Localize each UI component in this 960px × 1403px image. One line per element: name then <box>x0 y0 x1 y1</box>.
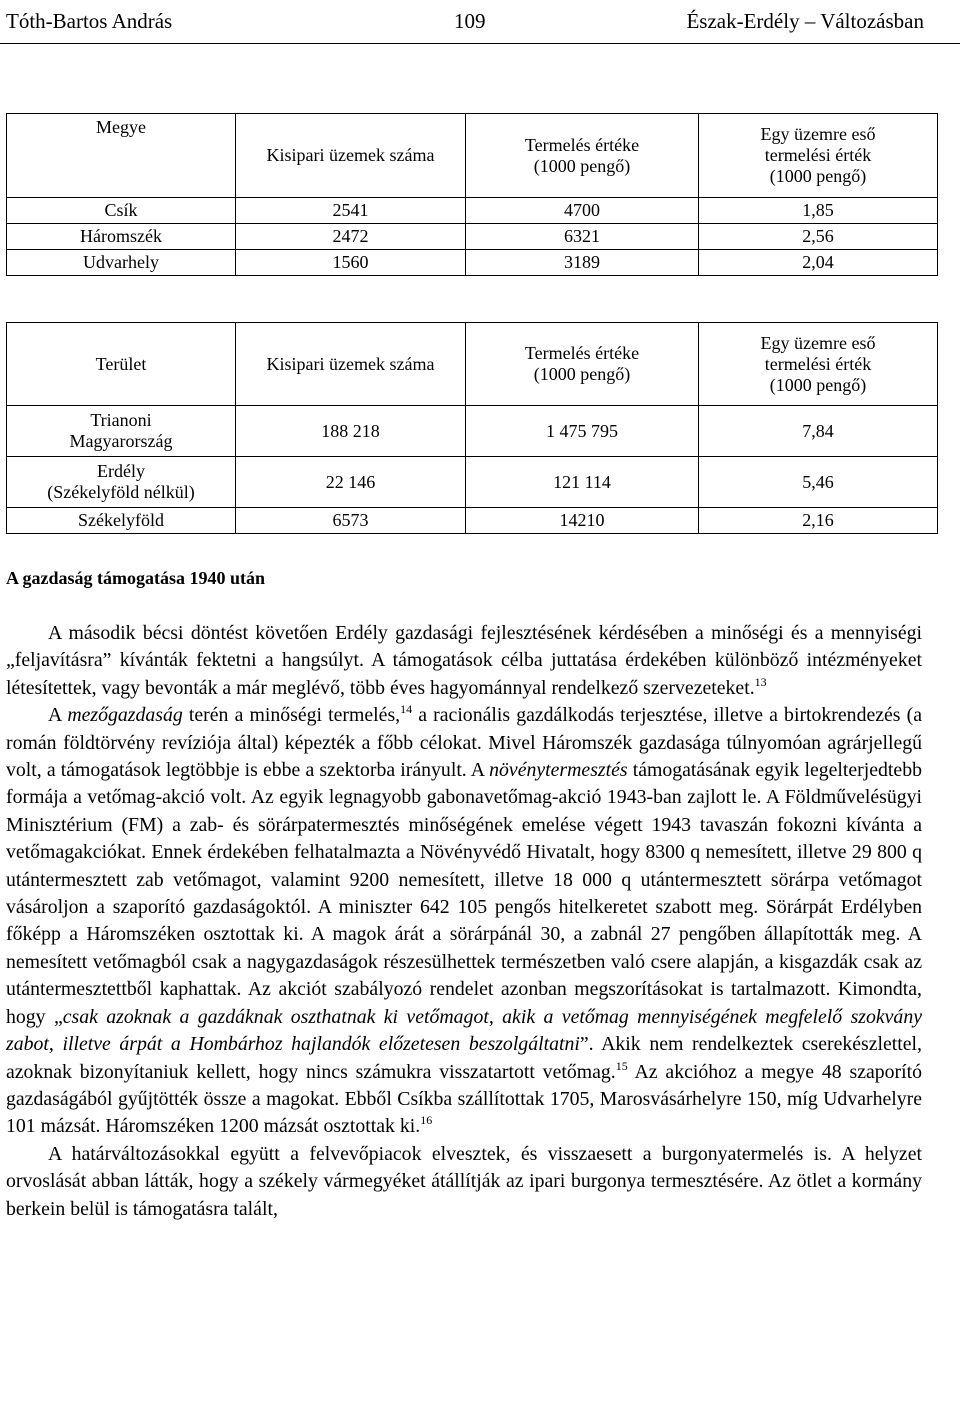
table-cell: 188 218 <box>236 406 466 457</box>
column-header: Kisipari üzemek száma <box>236 323 466 406</box>
table-cell: 6573 <box>236 508 466 534</box>
paragraph <box>6 702 922 1141</box>
table-cell: 2,04 <box>699 250 938 276</box>
table-row <box>7 457 938 508</box>
text-run: A <box>48 704 68 727</box>
table-header-row <box>7 323 938 406</box>
column-header: Termelés értéke (1000 pengő) <box>466 114 699 198</box>
footnote-ref: 16 <box>420 1113 433 1128</box>
table-cell: 7,84 <box>699 406 938 457</box>
table-row <box>7 198 938 224</box>
italic-term: növénytermesztés <box>489 759 628 782</box>
footnote-ref: 15 <box>615 1058 628 1073</box>
table-row <box>7 406 938 457</box>
body-text <box>6 620 922 1223</box>
table-cell: 22 146 <box>236 457 466 508</box>
footnote-ref: 13 <box>754 674 767 689</box>
paragraph <box>6 620 922 702</box>
table-cell: 6321 <box>466 224 699 250</box>
italic-term: mezőgazdaság <box>67 704 183 727</box>
table-region-workshops <box>6 322 938 534</box>
section-title: A gazdaság támogatása 1940 után <box>6 568 266 588</box>
table-cell: 1560 <box>236 250 466 276</box>
table-county-workshops <box>6 113 938 276</box>
table-header-row <box>7 114 938 198</box>
table-cell: 1 475 795 <box>466 406 699 457</box>
table-cell: 14210 <box>466 508 699 534</box>
column-header: Egy üzemre eső termelési érték (1000 pengő) <box>699 323 938 406</box>
table-cell: 1,85 <box>699 198 938 224</box>
table-cell: 121 114 <box>466 457 699 508</box>
table-cell: Udvarhely <box>7 250 236 276</box>
text-run: támogatásának egyik legelterjedtebb formája a vetőmag-akció volt. Az egyik legnagyobb gabonavetőmag-akció 1943-ban zajlott le. A Földművelésügyi Minisztérium (FM) a zab- és sörárpatermesztés minőségének emelése végett 1943 tavaszán fokozni kívánta a vetőmagakciókat. Ennek érdekében felhatalmazta a Növényvédő Hivatalt, hogy 8300 q nemesített, illetve 29 800 q utántermesztett zab vetőmagot, valamint 9200 nemesített, illetve 18 000 q utántermesztett sörárpa vetőmagot vásároljon a szaporító gazdaságoktól. A miniszter 642 105 pengős hitelkeretet szabott meg. Sörárpát Erdélyben főképp a Háromszéken osztottak ki. A magok árát a sörárpánál 30, a zabnál 27 pengőben állapították meg. A nemesített vetőmagból csak a nagygazdaságok részesülhettek természetben való csere alapján, a kisgazdák csak az utántermesztettből kaphattak. Az akciót szabályozó rendelet azonban megszorításokat is tartalmazott. Kimondta, hogy „ <box>6 759 922 1028</box>
table-cell: Háromszék <box>7 224 236 250</box>
table-cell: 4700 <box>466 198 699 224</box>
column-header: Megye <box>7 114 236 198</box>
paragraph: A határváltozásokkal együtt a felvevőpiacok elvesztek, és visszaesett a burgonyatermelés is. A helyzet orvoslását abban látták, hogy a székely vármegyéket átállítják az ipari burgonya termesztésére. Az ötlet a kormány berkein belül is támogatásra talált, <box>6 1142 922 1220</box>
table-cell: Erdély (Székelyföld nélkül) <box>7 457 236 508</box>
table-cell: Székelyföld <box>7 508 236 534</box>
table-cell: Trianoni Magyarország <box>7 406 236 457</box>
table-cell: 2,16 <box>699 508 938 534</box>
text-run: A második bécsi döntést követően Erdély gazdasági fejlesztésének kérdésében a minőségi és a mennyiségi „feljavításra” kívánták fektetni a hangsúlyt. A támogatások célba juttatása érdekében különböző intézményeket létesítettek, vagy bevonták a már meglévő, több éves hagyománnyal rendelkező szervezeteket. <box>6 622 922 699</box>
table-row <box>7 224 938 250</box>
text-run: ”. Akik nem rendelkeztek cserekészlettel, azoknak bizonyítaniuk kellett, hogy nincs számukra visszatartott vetőmag. <box>6 1033 922 1083</box>
table-row <box>7 250 938 276</box>
table-cell: 2,56 <box>699 224 938 250</box>
table-cell: 5,46 <box>699 457 938 508</box>
column-header: Kisipari üzemek száma <box>236 114 466 198</box>
column-header: Termelés értéke (1000 pengő) <box>466 323 699 406</box>
text-run: terén a minőségi termelés, <box>182 704 401 727</box>
table-cell: Csík <box>7 198 236 224</box>
text-run: a racionális gazdálkodás terjesztése, illetve a birtokrendezés (a román földtörvény revíziója által) képezték a főbb célokat. Mivel Háromszék gazdasága túlnyomóan agrárjellegű volt, a támogatások legtöbbje is ebbe a szektorba irányult. A <box>6 704 923 782</box>
table-cell: 2472 <box>236 224 466 250</box>
header-title: Észak-Erdély – Változásban <box>686 9 924 33</box>
table-row <box>7 508 938 534</box>
page-header <box>0 0 960 44</box>
header-author: Tóth-Bartos András <box>6 9 173 33</box>
italic-quote: csak azoknak a gazdáknak oszthatnak ki vetőmagot, akik a vetőmag mennyiségének megfelelő szokvány zabot, illetve árpát a Hombárhoz hajlandók előzetesen beszolgáltatni <box>6 1005 922 1056</box>
table-cell: 2541 <box>236 198 466 224</box>
text-run: Az akcióhoz a megye 48 szaporító gazdaságából gyűjtötték össze a magokat. Ebből Csíkba szállítottak 1705, Marosvásárhelyre 150, míg Udvarhelyre 101 mázsát. Háromszéken 1200 mázsát osztottak ki. <box>6 1060 922 1138</box>
footnote-ref: 14 <box>400 702 413 717</box>
page-number: 109 <box>454 9 486 33</box>
table-cell: 3189 <box>466 250 699 276</box>
column-header: Terület <box>7 323 236 406</box>
column-header: Egy üzemre eső termelési érték (1000 pengő) <box>699 114 938 198</box>
